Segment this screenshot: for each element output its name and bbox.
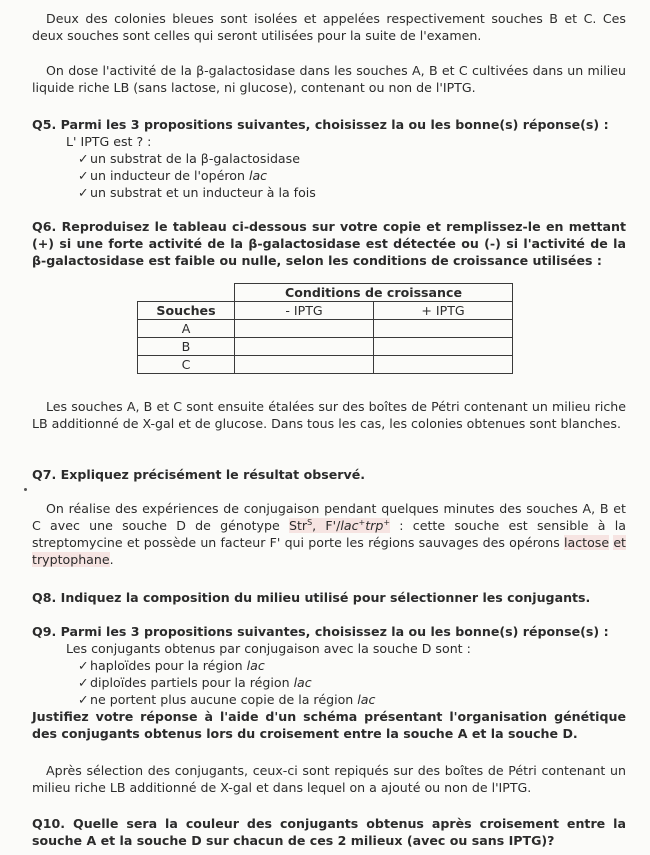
q5-title: Q5. Parmi les 3 propositions suivantes, choisissez la ou les bonne(s) réponse(s) :	[32, 117, 609, 132]
q10-title: Q10. Quelle sera la couleur des conjugants obtenus après croisement entre la souche A et la souche D sur chacun de ces 2 milieux (avec ou sans IPTG)?	[32, 816, 626, 848]
table-cell-empty	[374, 356, 513, 374]
table-cell-empty	[374, 338, 513, 356]
q6-title: Q6. Reproduisez le tableau ci-dessous sur votre copie et remplissez-le en mettant (+) si une forte activité de la β-galactosidase est détectée ou (-) si l'activité de la β-galactosidase est faible ou nulle, selon les conditions de croissance utilisées :	[32, 219, 626, 268]
table-cell-empty	[374, 320, 513, 338]
q7-title: Q7. Expliquez précisément le résultat observé.	[32, 467, 366, 482]
table-group-header: Conditions de croissance	[235, 284, 513, 302]
table-row-header: Souches	[138, 302, 235, 320]
q9-justify: Justifiez votre réponse à l'aide d'un schéma présentant l'organisation génétique des conjugants obtenus lors du croisement entre la souche A et la souche D.	[32, 709, 626, 741]
check-icon: ✓	[78, 692, 89, 707]
table-cell-strain: B	[138, 338, 235, 356]
table-cell-strain: A	[138, 320, 235, 338]
q5-option-3: ✓un substrat et un inducteur à la fois	[78, 185, 316, 200]
table-cell-empty	[235, 356, 374, 374]
check-icon: ✓	[78, 675, 89, 690]
table-cell-strain: C	[138, 356, 235, 374]
check-icon: ✓	[78, 658, 89, 673]
q9-stem: Les conjugants obtenus par conjugaison avec la souche D sont :	[66, 641, 471, 656]
check-icon: ✓	[78, 168, 89, 183]
q5-option-2: ✓un inducteur de l'opéron lac	[78, 168, 268, 183]
check-icon: ✓	[78, 151, 89, 166]
plating-paragraph: Les souches A, B et C sont ensuite étalées sur des boîtes de Pétri contenant un milieu riche LB additionné de X-gal et de glucose. Dans tous les cas, les colonies obtenues sont blanches.	[32, 399, 626, 431]
table-cell-empty	[235, 338, 374, 356]
operon-highlight: lactose	[563, 535, 610, 550]
check-icon: ✓	[78, 185, 89, 200]
operon-highlight: et tryptophane	[32, 535, 626, 567]
table-col-minus-iptg: - IPTG	[235, 302, 374, 320]
table-row	[138, 338, 513, 356]
q9-option-3: ✓ne portent plus aucune copie de la région lac	[78, 692, 376, 707]
q9-title: Q9. Parmi les 3 propositions suivantes, choisissez la ou les bonne(s) réponse(s) :	[32, 624, 609, 639]
table-row	[138, 356, 513, 374]
table-row	[138, 320, 513, 338]
table-cell-empty	[235, 320, 374, 338]
genotype-highlight: Str$^S$, F'/lac+trp+	[288, 517, 391, 533]
q8-title: Q8. Indiquez la composition du milieu utilisé pour sélectionner les conjugants.	[32, 590, 591, 605]
q9-option-1: ✓haploïdes pour la région lac	[78, 658, 265, 673]
q5-stem: L' IPTG est ? :	[66, 134, 152, 149]
q9-option-2: ✓diploïdes partiels pour la région lac	[78, 675, 312, 690]
conjugation-paragraph: On réalise des expériences de conjugaison pendant quelques minutes des souches A, B et C avec une souche D de génotype Str$^S$, F'/lac+trp+ : cette souche est sensible à la streptomycine et possède un facteur F' qui porte les régions sauvages des opérons lactose et tryptophane.	[32, 501, 626, 567]
intro-paragraph: Deux des colonies bleues sont isolées et appelées respectivement souches B et C. Ces deux souches sont celles qui seront utilisées pour la suite de l'examen.	[32, 11, 626, 43]
assay-paragraph: On dose l'activité de la β-galactosidase dans les souches A, B et C cultivées dans un milieu liquide riche LB (sans lactose, ni glucose), contenant ou non de l'IPTG.	[32, 63, 626, 95]
conditions-table	[137, 283, 513, 374]
scan-speck	[24, 488, 27, 491]
table-col-plus-iptg: + IPTG	[374, 302, 513, 320]
q5-option-1: ✓un substrat de la β-galactosidase	[78, 151, 300, 166]
selection-paragraph: Après sélection des conjugants, ceux-ci sont repiqués sur des boîtes de Pétri contenant un milieu riche LB additionné de X-gal et dans lequel on a ajouté ou non de l'IPTG.	[32, 763, 626, 795]
